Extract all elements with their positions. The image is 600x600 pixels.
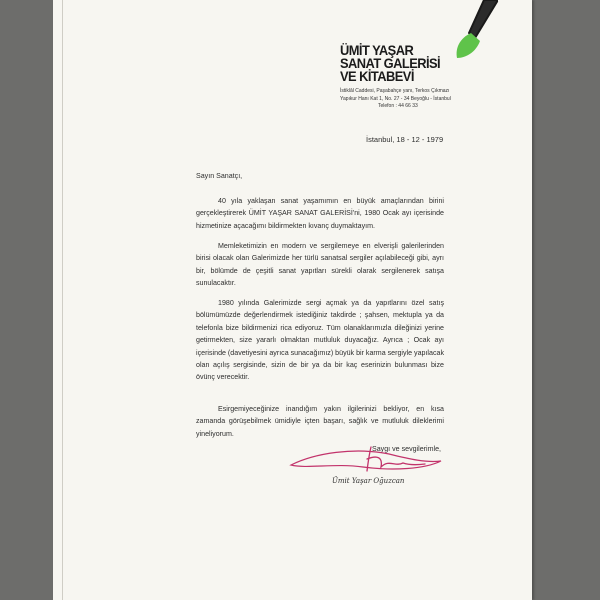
gallery-name-line: ÜMİT YAŞAR	[340, 42, 414, 58]
handwritten-signature	[285, 445, 445, 475]
gallery-name-line: SANAT GALERİSİ	[340, 55, 441, 71]
greeting: Sayın Sanatçı,	[196, 172, 243, 180]
address-line: Yapıkur Hanı Kat 1, No. 27 - 34 Beyoğlu - İstanbul	[340, 95, 451, 102]
gallery-address	[340, 88, 490, 111]
body-paragraph: Memleketimizin en modern ve sergilemeye en elverişli galerilerinden birisi olacak olan Galerimizde her türlü sanatsal sergiler açılabileceği gibi, ayrı bir, bölümde de çeşitli sanat yapıtları sürekli olarak sergilenerek satışa sunulacaktır.	[196, 242, 444, 288]
closing-line: Saygı ve sevgilerimle,	[372, 445, 441, 453]
gallery-name	[340, 44, 478, 83]
phone-line: Telefon : 44 66 33	[378, 103, 418, 109]
signatory-name: Ümit Yaşar Oğuzcan	[332, 477, 405, 485]
body-paragraph: 1980 yılında Galerimizde sergi açmak ya da yapıtlarını özel satış bölümümüzde değerlendirmek istediğiniz takdirde ; şahsen, mektupla ya da telefonla bize bildirmenizi rica ediyoruz. Tüm olanaklarımızla dileğinizi yerine getirmekten, size yararlı olmaktan mutluluk duyacağız. Ayrıca ; Ocak ayı içerisinde (davetiyesini ayrıca sunacağımız) büyük bir karma sergiyle yapılacak olan açılış sergisinde, sizin de bir ya da bir kaç eserinizin bulunması bize övünç verecektir.	[196, 299, 444, 382]
gallery-name-line: VE KİTABEVİ	[340, 68, 414, 84]
letter-date: İstanbul, 18 - 12 - 1979	[366, 135, 444, 144]
address-line: İstiklâl Caddesi, Paşabahçe yanı, Terkos Çıkmazı	[340, 88, 450, 94]
page-edge-divider	[62, 0, 63, 600]
letterhead	[340, 44, 490, 111]
body-paragraph: Esirgemiyeceğinize inandığım yakın ilgilerinizi bekliyor, en kısa zamanda görüşebilmek ümidiyle içten başarı, sağlık ve mutluluk dileklerimi yineliyorum.	[196, 405, 444, 438]
body-paragraph: 40 yıla yaklaşan sanat yaşamımın en büyük amaçlarından birini gerçekleştirerek ÜMİT YAŞAR SANAT GALERİSİ'ni, 1980 Ocak ayı içerisinde hizmetinize açacağımı bildirmekten kıvanç duymaktayım.	[196, 197, 444, 230]
